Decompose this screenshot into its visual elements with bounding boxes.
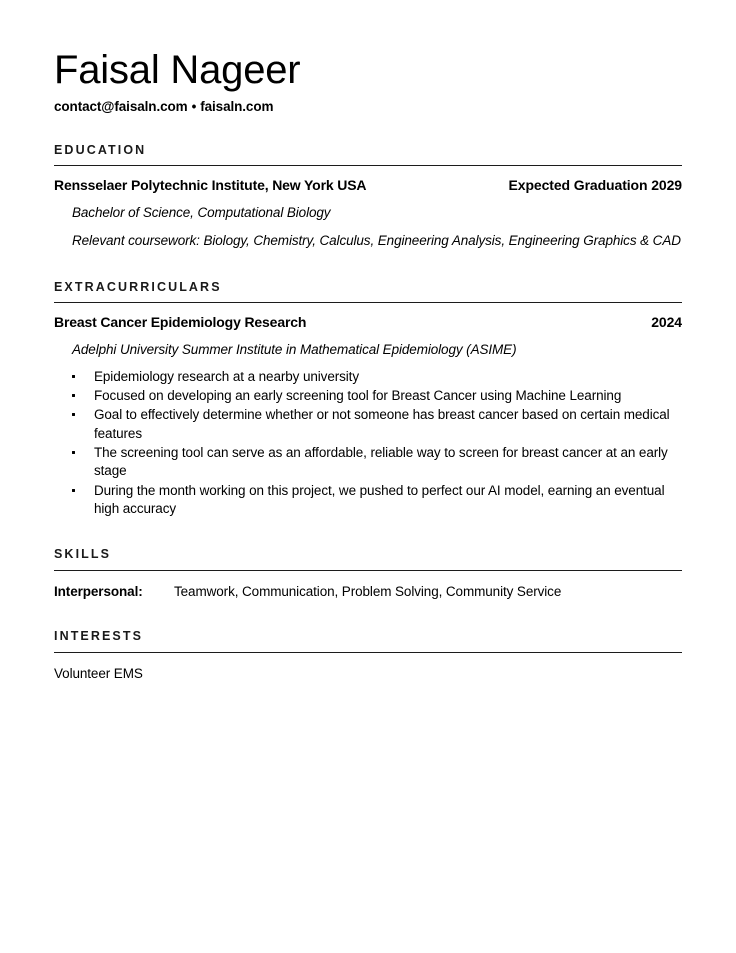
skill-category-label: Interpersonal:: [54, 583, 143, 599]
list-item: During the month working on this project, we pushed to perfect our AI model, earning an eventual high accuracy: [54, 482, 682, 519]
candidate-name: Faisal Nageer: [54, 48, 301, 92]
contact-website[interactable]: faisaln.com: [200, 98, 274, 114]
list-item: Goal to effectively determine whether or not someone has breast cancer based on certain medical features: [54, 406, 682, 443]
section-divider-education: [54, 165, 682, 166]
section-education: [54, 144, 682, 251]
education-date: Expected Graduation 2029: [508, 177, 682, 194]
section-interests: [54, 630, 682, 682]
extracurricular-entry-head: [54, 314, 682, 332]
section-extracurriculars: [54, 281, 682, 518]
section-title-skills: SKILLS: [54, 547, 112, 562]
contact-email[interactable]: contact@faisaln.com: [54, 98, 188, 114]
extracurricular-date: 2024: [651, 314, 682, 331]
contact-line: [54, 99, 682, 114]
education-entry-head: [54, 177, 682, 195]
education-institution: Rensselaer Polytechnic Institute, New York USA: [54, 177, 367, 194]
skill-values: Teamwork, Communication, Problem Solving, Community Service: [174, 583, 562, 599]
section-divider-skills: [54, 570, 682, 571]
section-skills: [54, 548, 682, 600]
resume-header: [54, 0, 682, 114]
list-item: The screening tool can serve as an affordable, reliable way to screen for breast cancer at an early stage: [54, 444, 682, 481]
list-item: Focused on developing an early screening tool for Breast Cancer using Machine Learning: [54, 387, 682, 405]
contact-separator: •: [191, 98, 197, 114]
interest-item: Volunteer EMS: [54, 665, 143, 681]
extracurricular-title: Breast Cancer Epidemiology Research: [54, 314, 307, 331]
education-entry: [54, 177, 682, 251]
section-divider-extracurriculars: [54, 302, 682, 303]
resume-content: [54, 0, 682, 682]
section-title-interests: INTERESTS: [54, 629, 144, 644]
extracurricular-organization: Adelphi University Summer Institute in Mathematical Epidemiology (ASIME): [72, 341, 517, 357]
education-coursework: Relevant coursework: Biology, Chemistry, Calculus, Engineering Analysis, Engineering Graphics & CAD: [72, 233, 681, 249]
section-divider-interests: [54, 652, 682, 653]
list-item: Epidemiology research at a nearby university: [54, 368, 682, 386]
section-title-education: EDUCATION: [54, 142, 147, 157]
section-title-extracurriculars: EXTRACURRICULARS: [54, 279, 222, 294]
extracurricular-entry: [54, 314, 682, 518]
skill-row: [54, 583, 682, 601]
extracurricular-bullet-list: [54, 368, 682, 519]
education-degree: Bachelor of Science, Computational Biology: [72, 204, 331, 220]
